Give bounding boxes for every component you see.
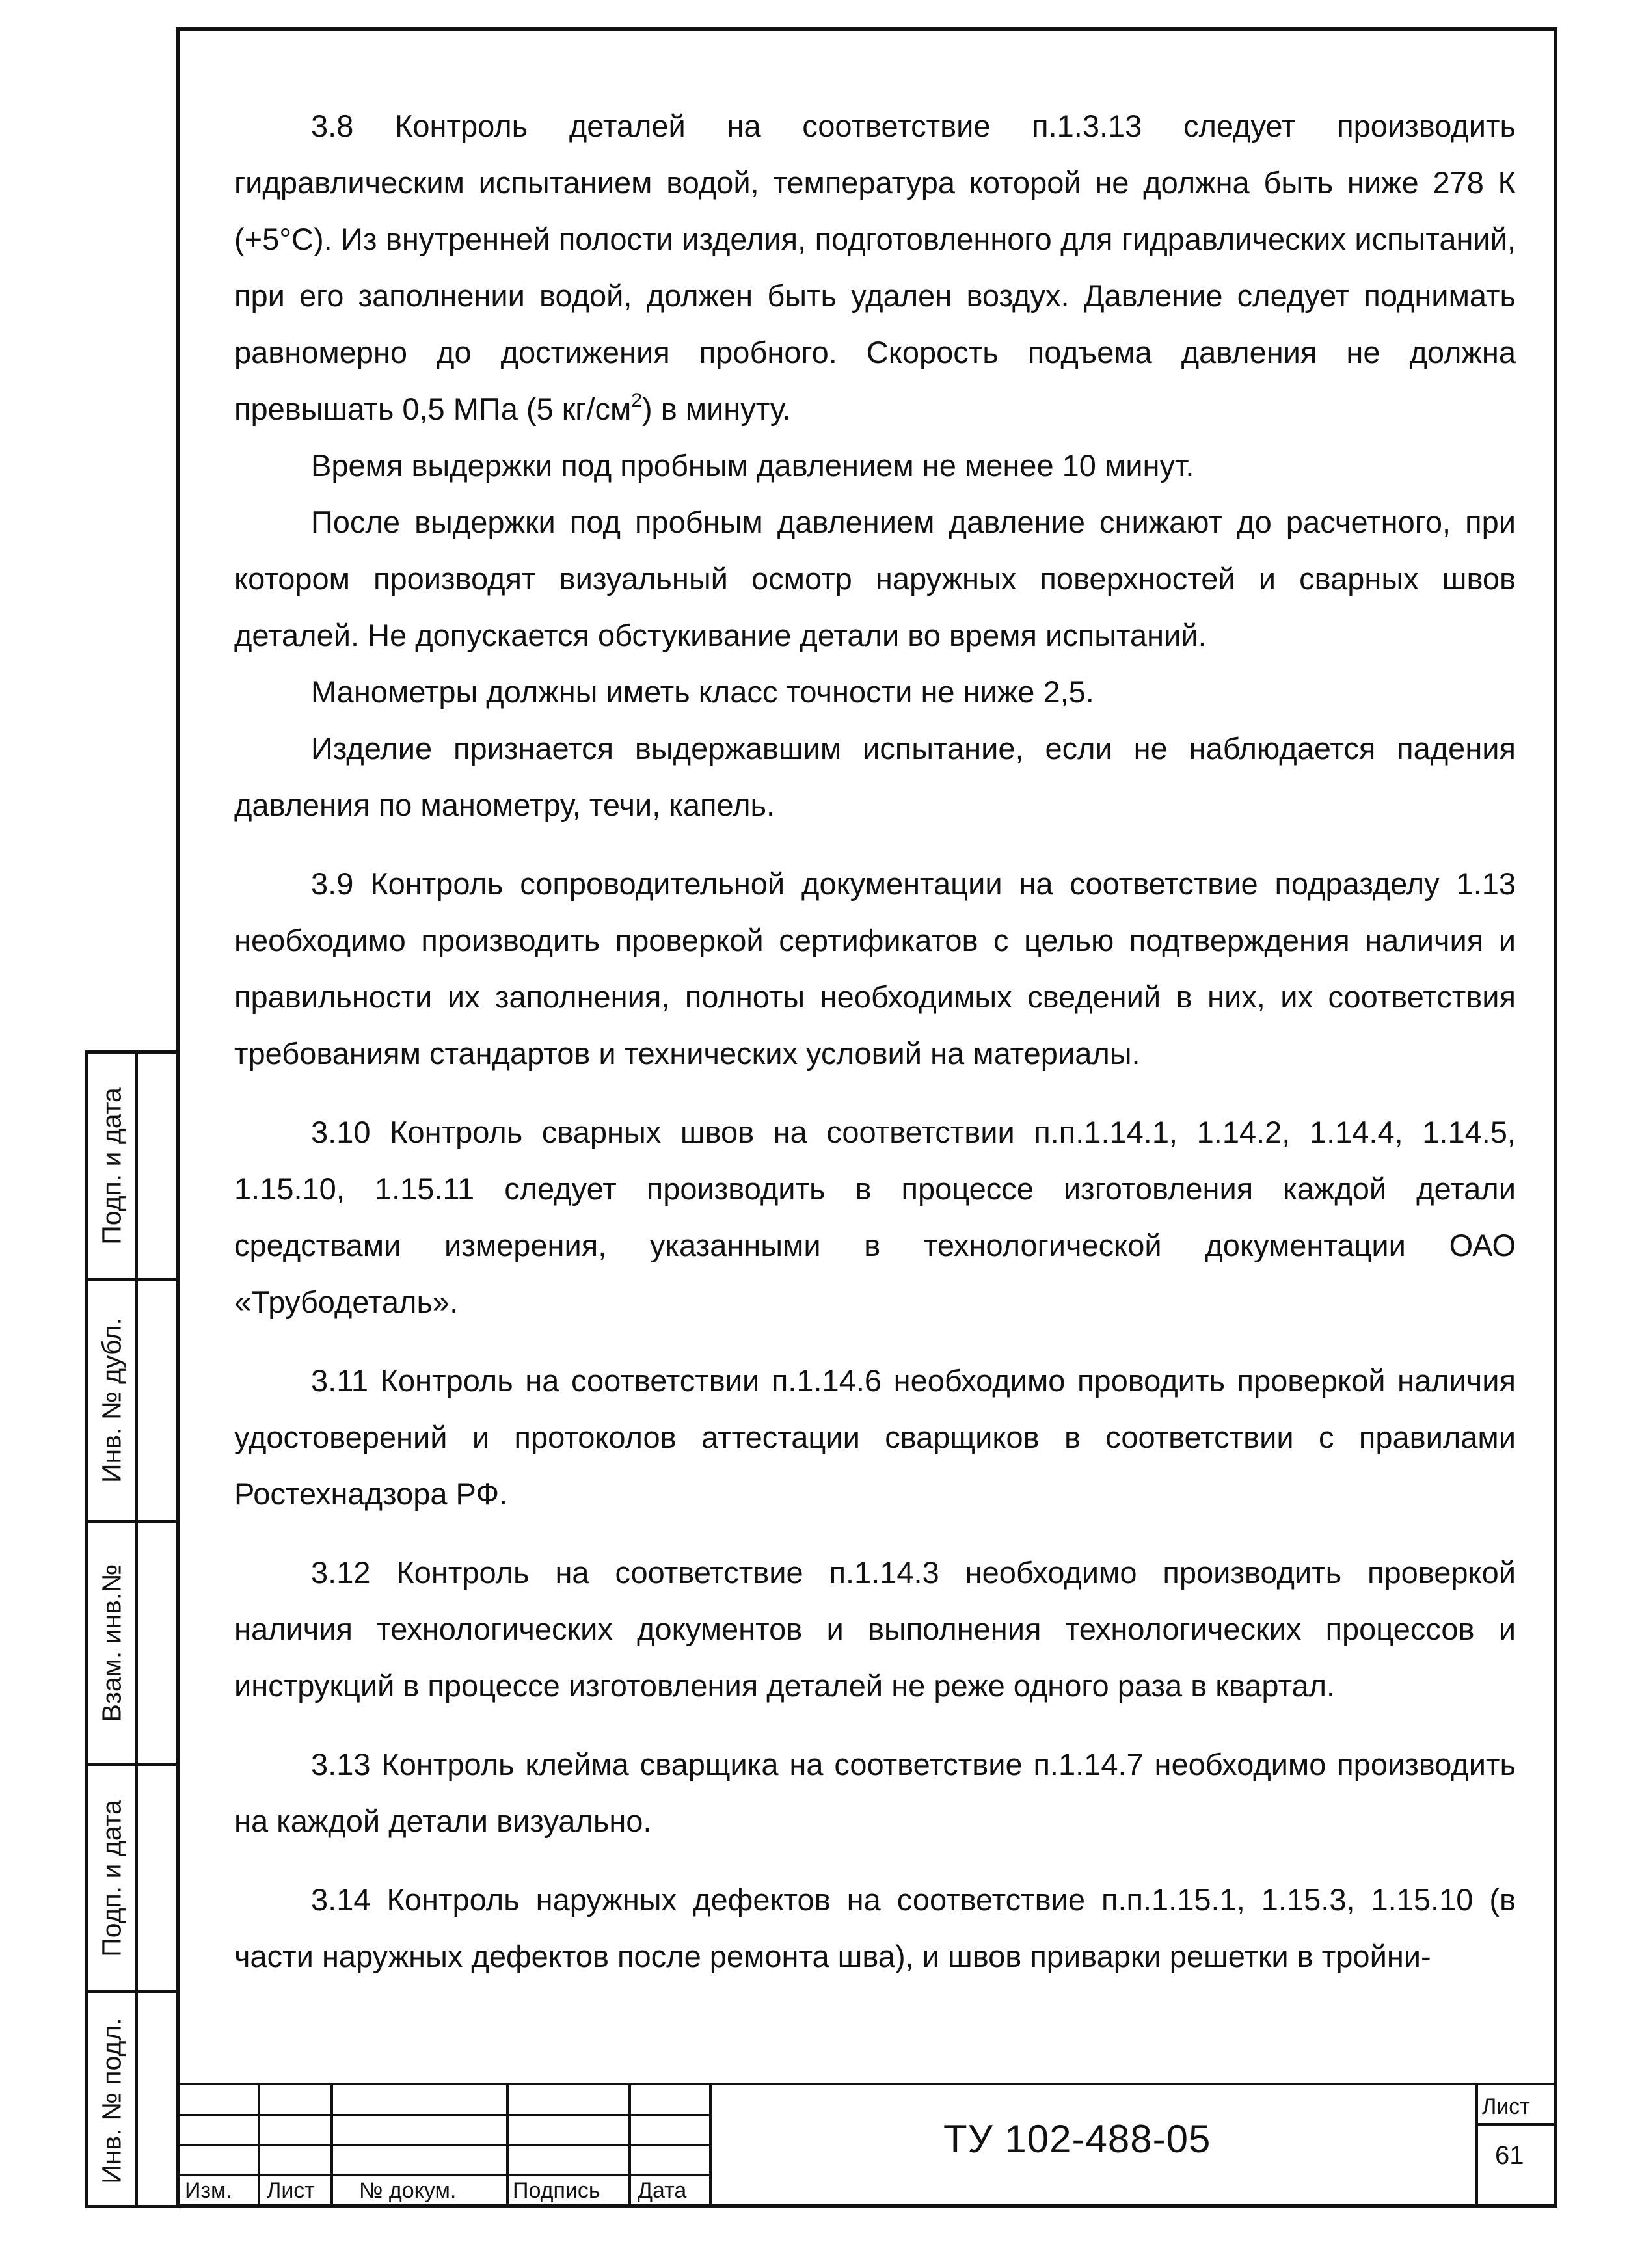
paragraph-3-9: 3.9 Контроль сопроводительной документации на соответствие подразделу 1.13 необходимо производить проверкой сертификатов с целью подтверждения наличия и правильности их заполнения, полноты необходимых сведений в них, их соответствия требованиям стандартов и технических условий на материалы. bbox=[234, 866, 1516, 1071]
paragraph-3-10: 3.10 Контроль сварных швов на соответствии п.п.1.14.1, 1.14.2, 1.14.4, 1.14.5, 1.15.10, 1.15.11 следует производить в процессе изготовления каждой детали средствами измерения, указанными в технологической документации ОАО «Трубодеталь». bbox=[234, 1115, 1516, 1319]
paragraph: Изделие признается выдержавшим испытание, если не наблюдается падения давления по манометру, течи, капель. bbox=[234, 731, 1516, 822]
superscript: 2 bbox=[631, 390, 642, 411]
paragraph: Время выдержки под пробным давлением не менее 10 минут. bbox=[311, 448, 1194, 483]
title-block bbox=[176, 2083, 1557, 2208]
side-stamp-label: Инв. № дубл. bbox=[96, 1318, 127, 1483]
paragraph-3-12: 3.12 Контроль на соответствие п.1.14.3 необходимо производить проверкой наличия технологических документов и выполнения технологических процессов и инструкций в процессе изготовления деталей не реже одного раза в квартал. bbox=[234, 1555, 1516, 1703]
side-stamp-label: Инв. № подл. bbox=[96, 2017, 127, 2184]
side-stamp-label: Подп. и дата bbox=[96, 1087, 127, 1245]
rev-column-label: Изм. bbox=[185, 2178, 232, 2203]
document-body bbox=[234, 98, 1516, 1984]
side-stamp-sign-date-2 bbox=[88, 1766, 180, 1990]
side-stamp-orig-inv bbox=[88, 1993, 180, 2208]
side-stamp-dup-inv bbox=[88, 1281, 180, 1520]
doc-number-column-label: № докум. bbox=[359, 2178, 457, 2203]
date-column-label: Дата bbox=[638, 2178, 687, 2203]
side-stamp-sign-date bbox=[88, 1054, 180, 1278]
sheet-label: Лист bbox=[1482, 2094, 1530, 2119]
side-stamp bbox=[85, 1050, 180, 2208]
paragraph: Манометры должны иметь класс точности не ниже 2,5. bbox=[311, 674, 1094, 709]
paragraph-3-14: 3.14 Контроль наружных дефектов на соответствие п.п.1.15.1, 1.15.3, 1.15.10 (в части наружных дефектов после ремонта шва), и швов приварки решетки в тройни- bbox=[234, 1882, 1516, 1973]
paragraph-3-13: 3.13 Контроль клейма сварщика на соответствие п.1.14.7 необходимо производить на каждой детали визуально. bbox=[234, 1747, 1516, 1838]
sheet-column-label: Лист bbox=[267, 2178, 315, 2203]
side-stamp-label: Подп. и дата bbox=[96, 1799, 127, 1957]
sheet-number: 61 bbox=[1495, 2141, 1524, 2170]
paragraph-3-8: 3.8 Контроль деталей на соответствие п.1.3.13 следует производить гидравлическим испытанием водой, температура которой не должна быть ниже 278 К (+5°С). Из внутренней полости изделия, подготовленного для гидравлических испытаний, при его заполнении водой, должен быть удален воздух. Давление следует поднимать равномерно до достижения пробного. Скорость подъема давления не должна превышать 0,5 МПа (5 $кг/см^2$) в минуту. bbox=[234, 109, 1516, 426]
side-stamp-label: Взам. инв.№ bbox=[96, 1564, 127, 1722]
document-code: ТУ 102-488-05 bbox=[943, 2117, 1211, 2161]
side-stamp-replace-inv bbox=[88, 1523, 180, 1763]
paragraph-3-11: 3.11 Контроль на соответствии п.1.14.6 необходимо проводить проверкой наличия удостоверений и протоколов аттестации сварщиков в соответствии с правилами Ростехнадзора РФ. bbox=[234, 1363, 1516, 1511]
paragraph: После выдержки под пробным давлением давление снижают до расчетного, при котором производят визуальный осмотр наружных поверхностей и сварных швов деталей. Не допускается обстукивание детали во время испытаний. bbox=[234, 505, 1516, 652]
signature-column-label: Подпись bbox=[513, 2178, 600, 2203]
